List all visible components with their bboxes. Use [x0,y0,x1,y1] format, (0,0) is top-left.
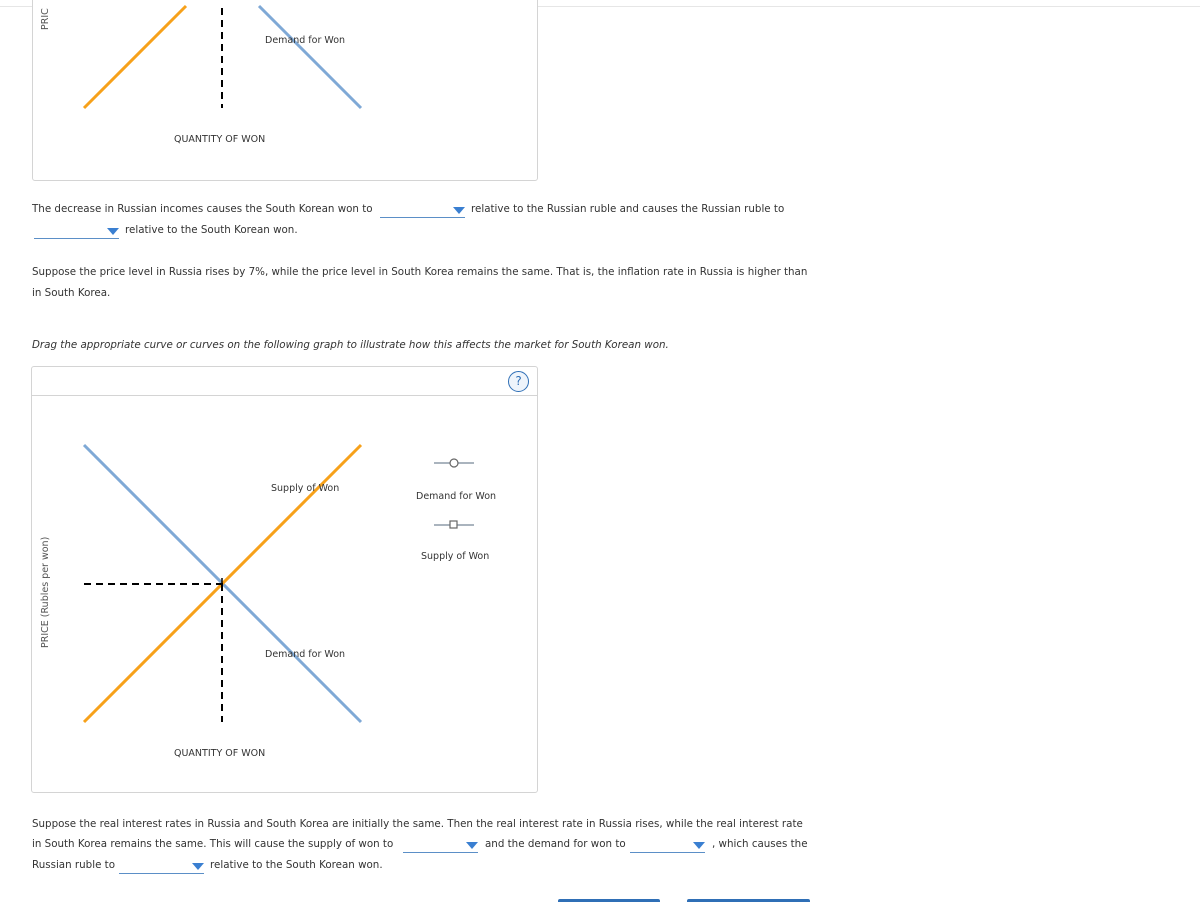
graph1-demand-label: Demand for Won [265,35,346,46]
circle-marker-icon [450,459,458,467]
graph1-x-axis-label: QUANTITY OF WON [174,134,266,145]
graph2-demand-label: Demand for Won [265,649,346,660]
graph1-y-axis-label: PRIC [40,8,51,30]
dropdown-arrow-icon [107,228,119,235]
dropdown-arrow-icon [453,207,465,214]
graph2-x-axis-label: QUANTITY OF WON [174,748,266,759]
q1-dropdown-1[interactable] [380,203,465,218]
palette-supply-label: Supply of Won [421,551,490,562]
intro2-line2: in South Korea. [32,287,111,299]
dropdown-arrow-icon [192,863,204,870]
q3-dropdown-2[interactable] [630,838,705,853]
q1-text-b: relative to the Russian ruble and causes the Russian ruble to [471,203,785,215]
q1-text-c: relative to the South Korean won. [125,224,298,236]
palette-supply-tool[interactable] [421,521,489,562]
graph-panel-2-header [32,367,537,396]
graph1-demand-curve[interactable] [259,6,361,108]
q3-line3-b: relative to the South Korean won. [210,859,383,871]
q3-dropdown-1[interactable] [403,838,478,853]
instruction-text: Drag the appropriate curve or curves on the following graph to illustrate how this affects the market for South Korean won. [32,339,669,351]
q1-text-a: The decrease in Russian incomes causes the South Korean won to [32,203,373,215]
help-icon[interactable]: ? [508,371,529,392]
q3-line2-b: and the demand for won to [485,838,626,850]
dropdown-arrow-icon [466,842,478,849]
q3-line2-a: in South Korea remains the same. This will cause the supply of won to [32,838,394,850]
palette-demand-tool[interactable] [416,459,496,502]
dropdown-arrow-icon [693,842,705,849]
square-marker-icon [450,521,457,528]
graph2-y-axis-label: PRICE (Rubles per won) [40,536,51,648]
graph2-supply-label: Supply of Won [271,483,340,494]
graph-1 [0,0,540,180]
q3-line2-c: , which causes the [712,838,808,850]
intro2-line1: Suppose the price level in Russia rises by 7%, while the price level in South Korea remains the same. That is, the inflation rate in Russia is higher than [32,266,808,278]
graph-2 [0,395,540,795]
q3-dropdown-3[interactable] [119,859,204,874]
q3-line3-a: Russian ruble to [32,859,116,871]
graph1-supply-curve[interactable] [84,6,186,108]
q3-line1: Suppose the real interest rates in Russia and South Korea are initially the same. Then the real interest rate in Russia rises, while the real interest rate [32,818,803,830]
palette-demand-label: Demand for Won [416,491,497,502]
q1-dropdown-2[interactable] [34,224,119,239]
